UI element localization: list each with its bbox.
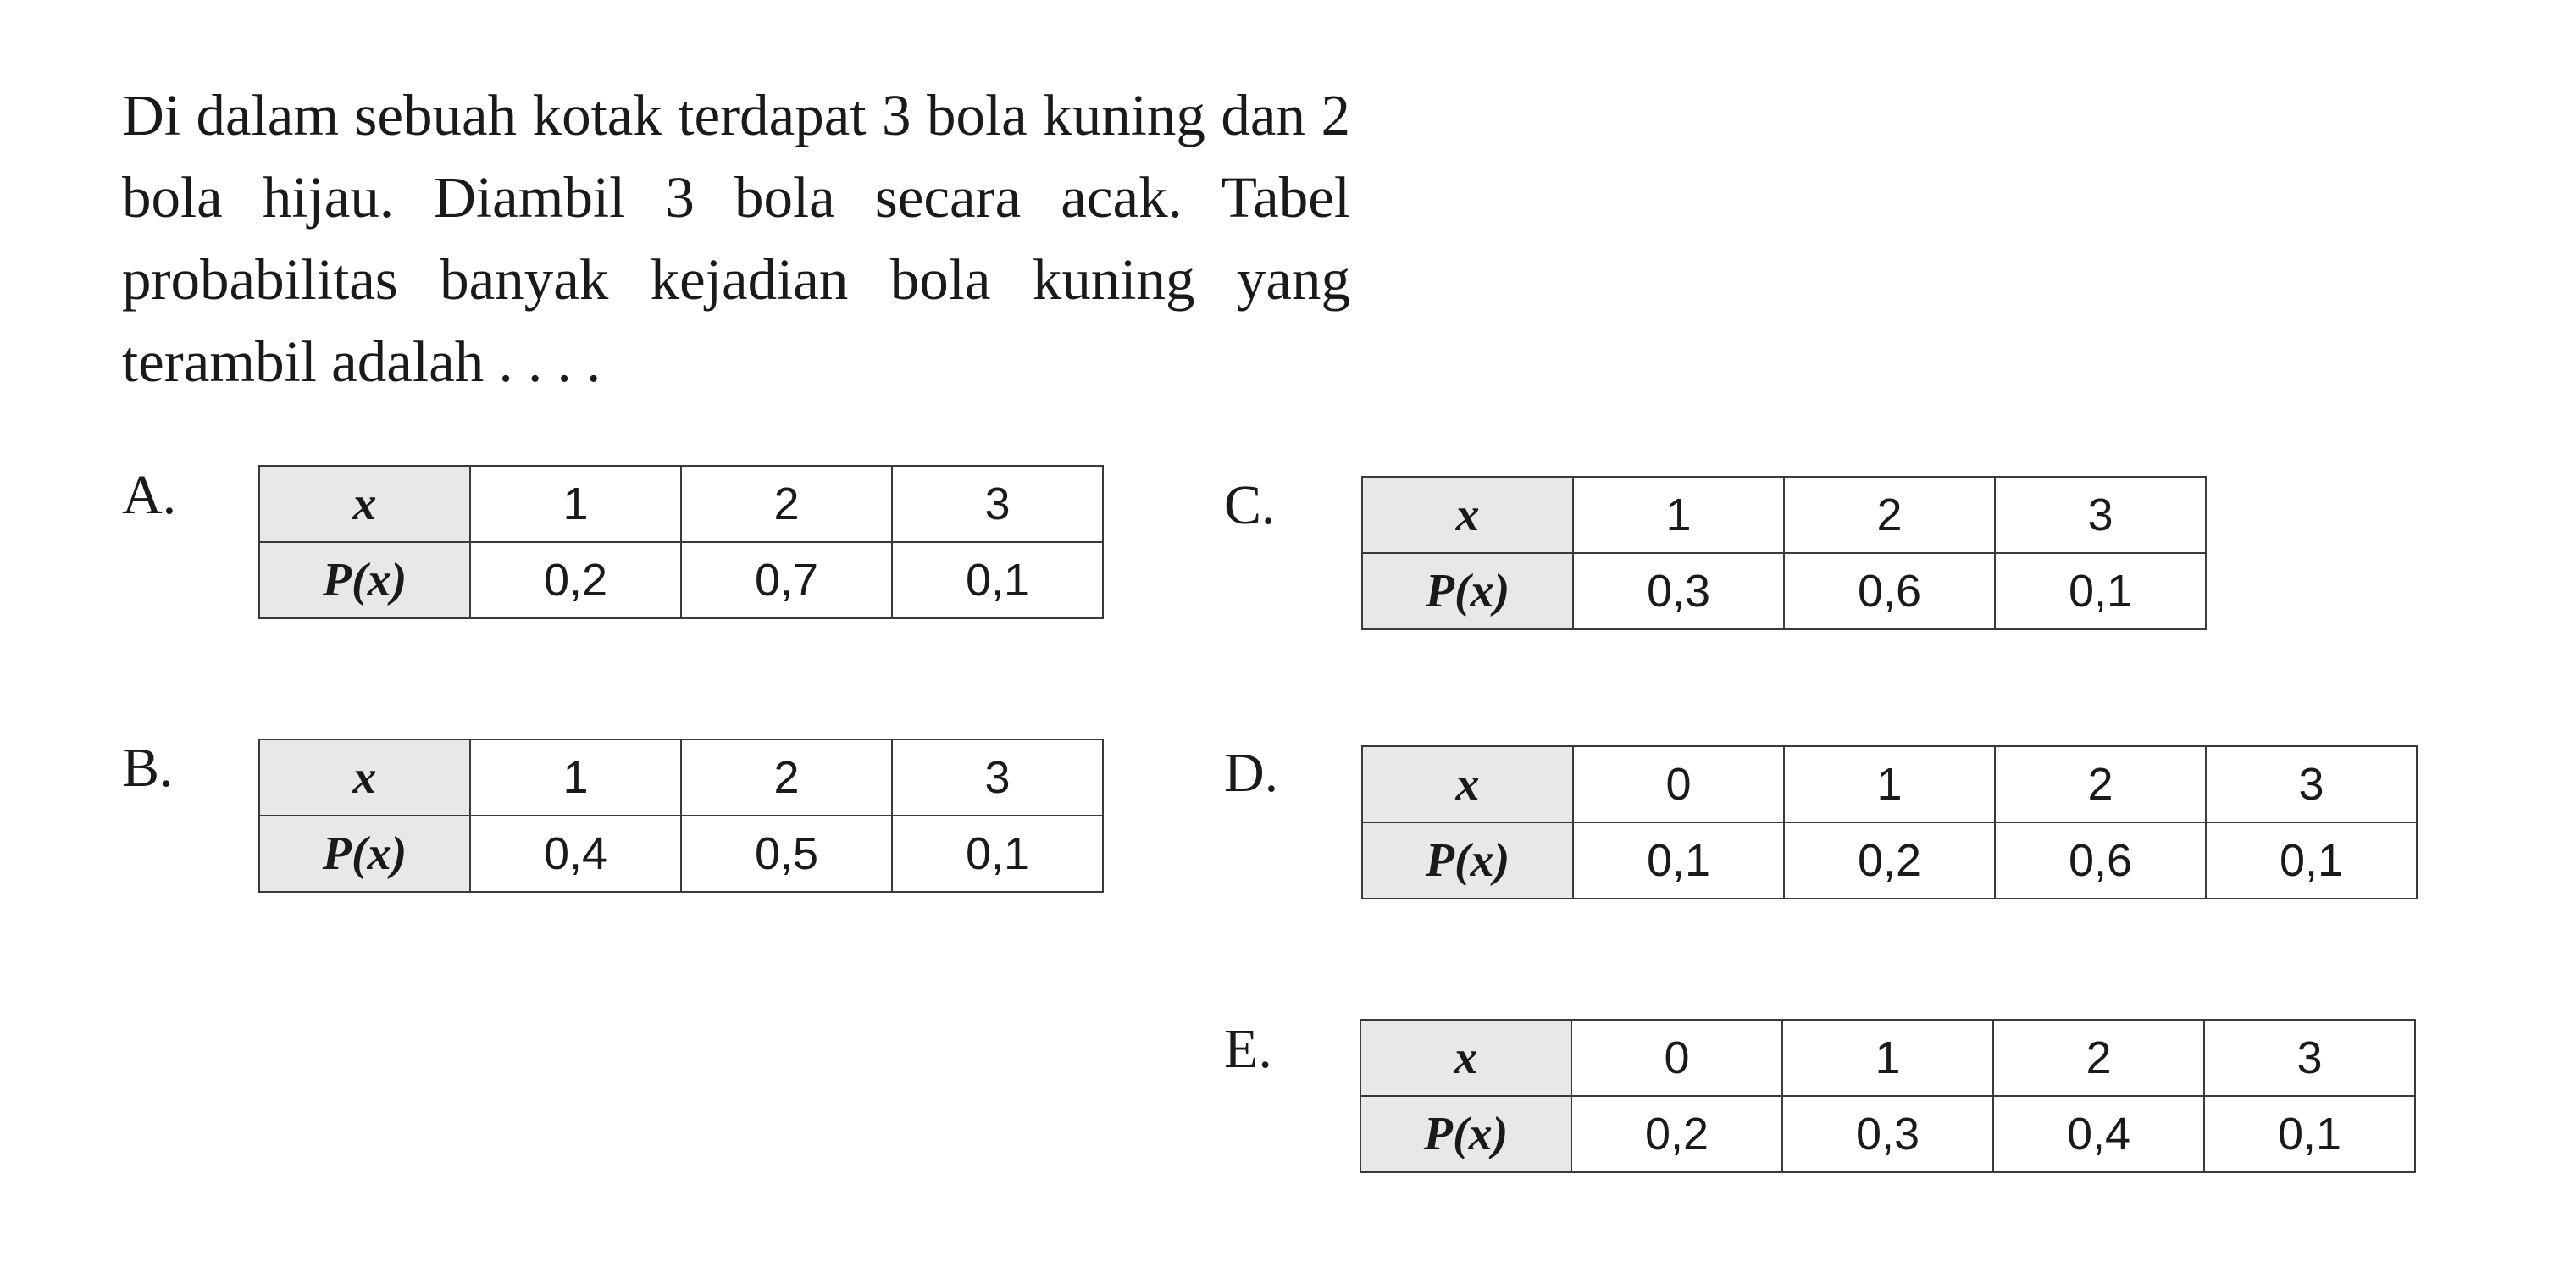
table-row xyxy=(1362,477,2206,553)
p-cell: 0,1 xyxy=(1573,822,1784,899)
option-c-table xyxy=(1361,476,2207,630)
option-a-table xyxy=(258,465,1104,619)
x-cell: 0 xyxy=(1573,746,1784,822)
x-cell: 1 xyxy=(470,466,681,542)
table-row xyxy=(1362,822,2417,899)
option-b-label[interactable]: B. xyxy=(122,737,174,799)
x-header: x xyxy=(1360,1020,1571,1096)
p-header: P(x) xyxy=(1362,822,1573,899)
x-cell: 3 xyxy=(892,466,1103,542)
p-cell: 0,1 xyxy=(1995,553,2206,629)
table-row xyxy=(259,466,1103,542)
option-e-label[interactable]: E. xyxy=(1224,1018,1272,1080)
p-cell: 0,4 xyxy=(1993,1096,2204,1172)
x-cell: 1 xyxy=(1782,1020,1993,1096)
x-cell: 1 xyxy=(1573,477,1784,553)
p-cell: 0,4 xyxy=(470,816,681,892)
x-header: x xyxy=(1362,746,1573,822)
option-c-label[interactable]: C. xyxy=(1224,474,1276,536)
p-cell: 0,1 xyxy=(2204,1096,2415,1172)
p-cell: 0,7 xyxy=(681,542,892,618)
x-cell: 2 xyxy=(1993,1020,2204,1096)
x-cell: 3 xyxy=(1995,477,2206,553)
p-cell: 0,5 xyxy=(681,816,892,892)
p-cell: 0,2 xyxy=(470,542,681,618)
option-a-label[interactable]: A. xyxy=(122,464,177,526)
p-cell: 0,3 xyxy=(1782,1096,1993,1172)
p-cell: 0,6 xyxy=(1784,553,1995,629)
x-cell: 3 xyxy=(2206,746,2417,822)
p-cell: 0,1 xyxy=(2206,822,2417,899)
table-row xyxy=(259,816,1103,892)
p-cell: 0,1 xyxy=(892,542,1103,618)
x-cell: 2 xyxy=(681,739,892,816)
p-header: P(x) xyxy=(259,542,470,618)
table-row xyxy=(1362,746,2417,822)
x-cell: 2 xyxy=(1784,477,1995,553)
p-cell: 0,3 xyxy=(1573,553,1784,629)
x-cell: 3 xyxy=(2204,1020,2415,1096)
p-header: P(x) xyxy=(1360,1096,1571,1172)
x-header: x xyxy=(259,466,470,542)
table-row xyxy=(259,739,1103,816)
p-cell: 0,2 xyxy=(1784,822,1995,899)
x-cell: 1 xyxy=(470,739,681,816)
p-header: P(x) xyxy=(259,816,470,892)
x-header: x xyxy=(259,739,470,816)
table-row xyxy=(1362,553,2206,629)
x-cell: 3 xyxy=(892,739,1103,816)
p-cell: 0,1 xyxy=(892,816,1103,892)
option-b-table xyxy=(258,739,1104,893)
p-cell: 0,2 xyxy=(1571,1096,1782,1172)
x-header: x xyxy=(1362,477,1573,553)
p-header: P(x) xyxy=(1362,553,1573,629)
table-row xyxy=(259,542,1103,618)
question-text: Di dalam sebuah kotak terdapat 3 bola kuning dan 2 bola hijau. Diambil 3 bola secara acak. Tabel probabilitas banyak kejadian bola kuning yang terambil adalah . . . . xyxy=(122,83,1350,394)
x-cell: 1 xyxy=(1784,746,1995,822)
p-cell: 0,6 xyxy=(1995,822,2206,899)
x-cell: 0 xyxy=(1571,1020,1782,1096)
option-d-label[interactable]: D. xyxy=(1224,742,1279,804)
option-e-table xyxy=(1360,1019,2416,1173)
x-cell: 2 xyxy=(681,466,892,542)
option-d-table xyxy=(1361,745,2418,899)
table-row xyxy=(1360,1020,2415,1096)
x-cell: 2 xyxy=(1995,746,2206,822)
table-row xyxy=(1360,1096,2415,1172)
